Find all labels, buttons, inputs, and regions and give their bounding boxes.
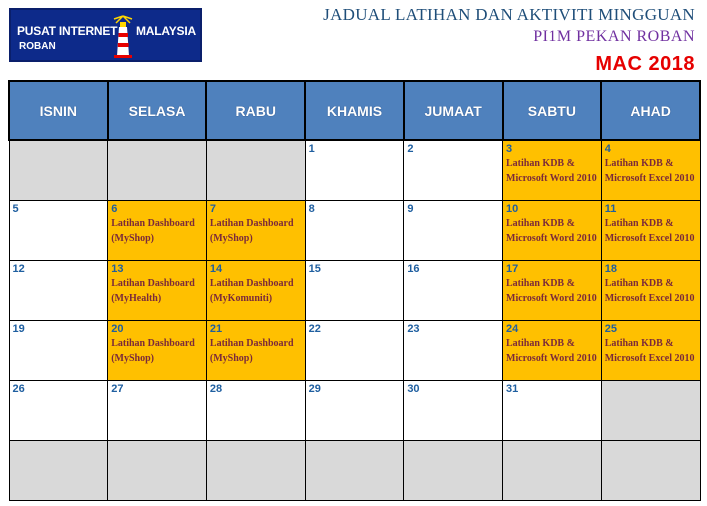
calendar-day-cell	[305, 441, 404, 501]
day-number: 27	[111, 383, 124, 395]
day-number: 9	[407, 203, 414, 215]
day-number: 24	[506, 323, 519, 335]
calendar-week-row	[9, 381, 700, 441]
calendar-day-cell	[206, 441, 305, 501]
calendar-day-cell	[503, 381, 602, 441]
calendar-day-cell	[503, 201, 602, 261]
calendar-day-cell	[404, 261, 503, 321]
calendar-body	[9, 140, 700, 501]
calendar-week-row	[9, 261, 700, 321]
event-text: Latihan KDB & Microsoft Word 2010	[506, 338, 597, 364]
logo-text-malaysia: MALAYSIA	[136, 24, 196, 38]
calendar-day-cell	[601, 441, 700, 501]
calendar-day-cell	[108, 140, 207, 201]
day-number: 2	[407, 143, 414, 155]
calendar-day-cell	[108, 261, 207, 321]
event-text: Latihan Dashboard (MyShop)	[209, 338, 294, 364]
calendar-day-cell	[206, 201, 305, 261]
day-number: 23	[407, 323, 420, 335]
calendar-day-cell	[601, 140, 700, 201]
calendar-day-cell	[9, 321, 108, 381]
day-number: 21	[209, 323, 223, 335]
day-number: 22	[308, 323, 321, 335]
day-number: 18	[604, 263, 617, 275]
day-number: 20	[111, 323, 124, 335]
event-text: Latihan KDB & Microsoft Excel 2010	[604, 158, 695, 184]
calendar-day-cell	[206, 261, 305, 321]
day-number: 3	[506, 143, 513, 155]
logo-text-roban: ROBAN	[19, 41, 56, 52]
calendar-day-cell	[404, 441, 503, 501]
day-number: 5	[12, 203, 19, 215]
weekday-header-selasa: SELASA	[108, 81, 207, 140]
calendar-day-cell	[503, 321, 602, 381]
calendar-table	[8, 80, 701, 501]
day-number: 1	[308, 143, 315, 155]
calendar-day-cell	[9, 261, 108, 321]
weekday-header-sabtu: SABTU	[503, 81, 602, 140]
calendar-day-cell	[305, 140, 404, 201]
calendar-day-cell	[503, 441, 602, 501]
calendar-day-cell	[305, 261, 404, 321]
calendar-day-cell	[305, 201, 404, 261]
event-text: Latihan KDB & Microsoft Excel 2010	[604, 278, 695, 304]
event-text: Latihan Dashboard (MyKomuniti)	[209, 278, 294, 304]
event-text: Latihan KDB & Microsoft Word 2010	[506, 158, 597, 184]
event-text: Latihan Dashboard (MyShop)	[209, 218, 294, 244]
weekday-header-jumaat: JUMAAT	[404, 81, 503, 140]
day-number: 12	[12, 263, 25, 275]
month-label: MAC 2018	[595, 53, 695, 75]
event-text: Latihan KDB & Microsoft Word 2010	[506, 278, 597, 304]
page-title: JADUAL LATIHAN DAN AKTIVITI MINGGUAN	[323, 5, 695, 24]
weekday-header-isnin: ISNIN	[9, 81, 108, 140]
pi1m-logo	[9, 8, 202, 62]
calendar-day-cell	[108, 441, 207, 501]
calendar-day-cell	[206, 321, 305, 381]
day-number: 28	[209, 383, 223, 395]
day-number: 26	[12, 383, 25, 395]
day-number: 4	[604, 143, 611, 155]
calendar-day-cell	[9, 441, 108, 501]
calendar-day-cell	[206, 140, 305, 201]
calendar-day-cell	[601, 321, 700, 381]
day-number: 15	[308, 263, 321, 275]
calendar-day-cell	[404, 201, 503, 261]
day-number: 30	[407, 383, 420, 395]
day-number: 13	[111, 263, 124, 275]
calendar-week-row	[9, 441, 700, 501]
calendar-day-cell	[108, 381, 207, 441]
lighthouse-icon	[111, 14, 135, 60]
weekday-header-row	[9, 81, 700, 140]
event-text: Latihan Dashboard (MyShop)	[111, 218, 195, 244]
event-text: Latihan KDB & Microsoft Word 2010	[506, 218, 597, 244]
weekday-header-rabu: RABU	[206, 81, 305, 140]
calendar-day-cell	[404, 381, 503, 441]
page-subtitle: PI1M PEKAN ROBAN	[533, 28, 695, 45]
day-number: 14	[209, 263, 223, 275]
event-text: Latihan KDB & Microsoft Excel 2010	[604, 218, 695, 244]
calendar-week-row	[9, 321, 700, 381]
calendar-day-cell	[601, 201, 700, 261]
calendar-week-row	[9, 201, 700, 261]
calendar-week-row	[9, 140, 700, 201]
calendar-day-cell	[601, 381, 700, 441]
day-number: 7	[209, 203, 217, 215]
calendar-day-cell	[503, 261, 602, 321]
day-number: 10	[506, 203, 519, 215]
calendar-day-cell	[503, 140, 602, 201]
calendar-day-cell	[601, 261, 700, 321]
day-number: 16	[407, 263, 420, 275]
day-number: 8	[308, 203, 315, 215]
event-text: Latihan Dashboard (MyShop)	[111, 338, 195, 364]
calendar-day-cell	[108, 321, 207, 381]
day-number: 29	[308, 383, 321, 395]
day-number: 17	[506, 263, 519, 275]
day-number: 31	[506, 383, 519, 395]
calendar-day-cell	[404, 321, 503, 381]
calendar-day-cell	[9, 140, 108, 201]
weekday-header-ahad: AHAD	[601, 81, 700, 140]
day-number: 19	[12, 323, 25, 335]
calendar-day-cell	[9, 381, 108, 441]
calendar-day-cell	[404, 140, 503, 201]
event-text: Latihan KDB & Microsoft Excel 2010	[604, 338, 695, 364]
calendar-day-cell	[108, 201, 207, 261]
calendar-day-cell	[305, 321, 404, 381]
day-number: 11	[604, 203, 617, 215]
event-text: Latihan Dashboard (MyHealth)	[111, 278, 195, 304]
logo-text-pusat-internet: PUSAT INTERNET	[17, 24, 118, 38]
calendar-day-cell	[305, 381, 404, 441]
calendar-day-cell	[9, 201, 108, 261]
weekday-header-khamis: KHAMIS	[305, 81, 404, 140]
calendar-day-cell	[206, 381, 305, 441]
day-number: 25	[604, 323, 617, 335]
day-number: 6	[111, 203, 118, 215]
